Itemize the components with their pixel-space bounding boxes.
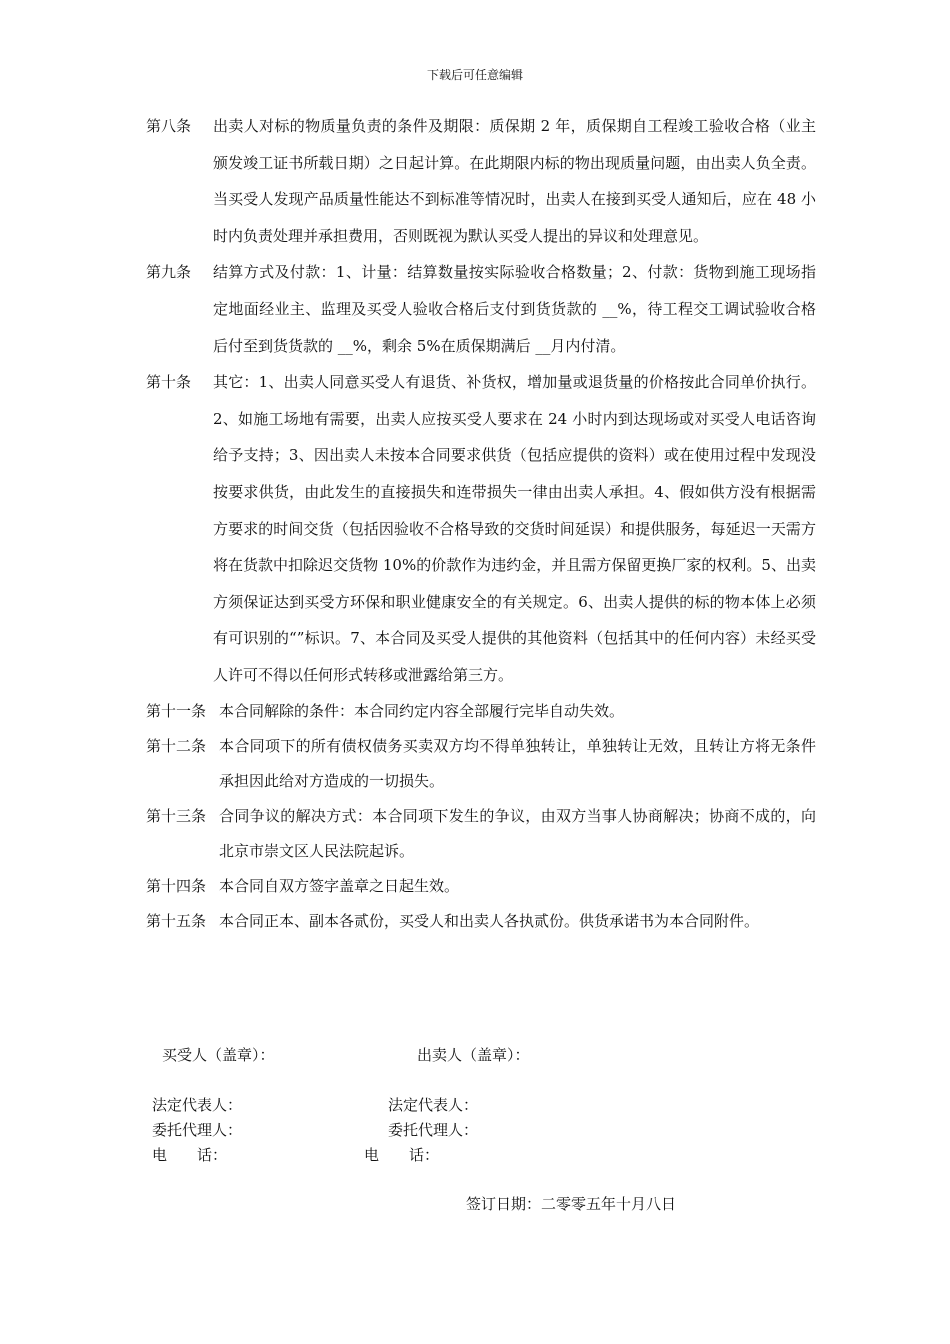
clause-12 (146, 729, 816, 799)
clause-text: 合同争议的解决方式：本合同项下发生的争议，由双方当事人协商解决；协商不成的，向北京市崇文区人民法院起诉。 (219, 806, 816, 860)
sign-date: 签订日期：二零零五年十月八日 (466, 1195, 677, 1213)
clause-10 (146, 364, 816, 693)
buyer-rep-label: 法定代表人： (152, 1096, 243, 1114)
clause-number: 第十一条 (146, 701, 207, 720)
buyer-phone-label: 电 话： (152, 1146, 228, 1164)
clause-number: 第十二条 (146, 736, 207, 755)
clause-text: 本合同自双方签字盖章之日起生效。 (219, 876, 460, 895)
seller-agent-label: 委托代理人： (388, 1121, 479, 1139)
clause-text: 本合同正本、副本各贰份，买受人和出卖人各执贰份。供货承诺书为本合同附件。 (219, 911, 760, 930)
contract-clauses (146, 108, 816, 939)
buyer-seal-label: 买受人（盖章）： (162, 1046, 275, 1064)
clause-11 (146, 694, 816, 729)
clause-9 (146, 254, 816, 364)
clause-14 (146, 869, 816, 904)
clause-number: 第十五条 (146, 911, 207, 930)
seller-seal-label: 出卖人（盖章）： (417, 1046, 530, 1064)
clause-13 (146, 799, 816, 869)
clause-number: 第九条 (146, 263, 192, 282)
page-header: 下载后可任意编辑 (426, 68, 523, 82)
seller-rep-label: 法定代表人： (388, 1096, 479, 1114)
clause-text: 本合同解除的条件：本合同约定内容全部履行完毕自动失效。 (219, 701, 625, 720)
seller-phone-label: 电 话： (364, 1146, 440, 1164)
clause-text: 其它：1、出卖人同意买受人有退货、补货权，增加量或退货量的价格按此合同单价执行。2、如施工场地有需要，出卖人应按买受人要求在 24 小时内到达现场或对买受人电话咨询给予支持；3、因出卖人未按本合同要求供货（包括应提供的资料）或在使用过程中发现没按要求供货，由此发生的直接损失和连带损失一律由出卖人承担。4、假如供方没有根据需方要求的时间交货（包括因验收不合格导致的交货时间延误）和提供服务，每延迟一天需方将在货款中扣除迟交货物 10%的价款作为违约金，并且需方保留更换厂家的权利。5、出卖方须保证达到买受方环保和职业健康安全的有关规定。6、出卖人提供的标的物本体上必须有可识别的“”标识。7、本合同及买受人提供的其他资料（包括其中的任何内容）未经买受人许可不得以任何形式转移或泄露给第三方。 (213, 373, 816, 684)
clause-15 (146, 904, 816, 939)
buyer-agent-label: 委托代理人： (152, 1121, 243, 1139)
clause-8 (146, 108, 816, 254)
clause-text: 结算方式及付款：1、计量：结算数量按实际验收合格数量；2、付款：货物到施工现场指定地面经业主、监理及买受人验收合格后支付到货货款的 __%，待工程交工调试验收合格后付至到货货款的 __%，剩余 5%在质保期满后 __月内付清。 (213, 263, 816, 355)
clause-number: 第八条 (146, 117, 192, 135)
clause-text: 本合同项下的所有债权债务买卖双方均不得单独转让，单独转让无效，且转让方将无条件承担因此给对方造成的一切损失。 (219, 736, 816, 790)
clause-number: 第十三条 (146, 806, 207, 825)
clause-number: 第十条 (146, 373, 192, 392)
clause-number: 第十四条 (146, 876, 207, 895)
clause-text: 出卖人对标的物质量负责的条件及期限：质保期 2 年，质保期自工程竣工验收合格（业主颁发竣工证书所载日期）之日起计算。在此期限内标的物出现质量问题，由出卖人负全责。当买受人发现产品质量性能达不到标准等情况时，出卖人在接到买受人通知后，应在 48 小时内负责处理并承担费用，否则既视为默认买受人提出的异议和处理意见。 (213, 117, 816, 245)
